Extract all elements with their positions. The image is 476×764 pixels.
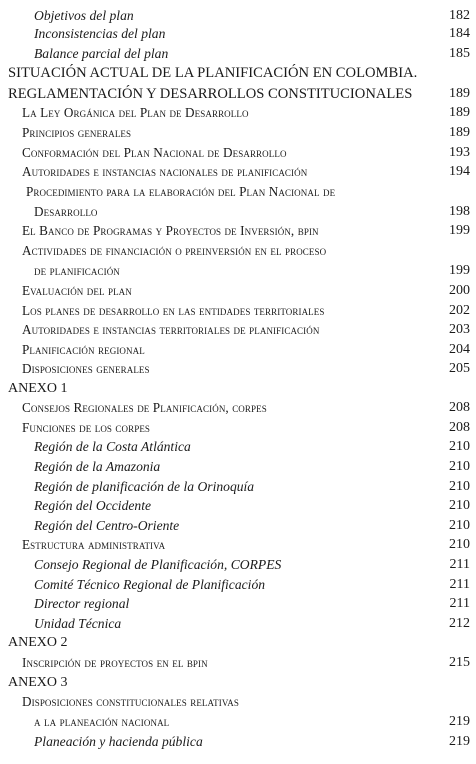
toc-entry-title: Planeación y hacienda pública bbox=[34, 734, 203, 749]
toc-entry bbox=[0, 496, 476, 516]
toc-entry bbox=[0, 6, 476, 26]
toc-entry bbox=[0, 359, 476, 379]
toc-entry bbox=[0, 555, 476, 575]
toc-entry-page: 193 bbox=[449, 145, 470, 160]
toc-entry-title: ANEXO 2 bbox=[8, 635, 68, 650]
toc-entry-title: Estructura administrativa bbox=[22, 537, 166, 552]
toc-entry-page: 219 bbox=[449, 714, 470, 729]
toc-entry-title: Conformación del Plan Nacional de Desarrollo bbox=[22, 145, 287, 160]
toc-entry bbox=[0, 241, 476, 261]
toc-entry-page: 211 bbox=[449, 596, 470, 611]
toc-entry-page: 204 bbox=[449, 342, 470, 357]
toc-entry bbox=[0, 457, 476, 477]
toc-entry-page: 208 bbox=[449, 420, 470, 435]
toc-entry-title: La Ley Orgánica del Plan de Desarrollo bbox=[22, 105, 249, 120]
toc-entry bbox=[0, 340, 476, 360]
toc-entry-page: 219 bbox=[449, 734, 470, 749]
toc-entry-title: Región del Centro-Oriente bbox=[34, 518, 180, 533]
toc-entry-title: Consejo Regional de Planificación, CORPES bbox=[34, 557, 282, 572]
toc-entry-page: 200 bbox=[449, 283, 470, 298]
toc-entry-title: Actividades de financiación o preinversión en el proceso bbox=[22, 243, 327, 258]
toc-entry-title: Consejos Regionales de Planificación, corpes bbox=[22, 400, 267, 415]
toc-entry bbox=[0, 614, 476, 634]
toc-entry-page: 189 bbox=[449, 86, 470, 101]
toc-entry-page: 199 bbox=[449, 223, 470, 238]
toc-entry bbox=[0, 398, 476, 418]
toc-entry-title: Director regional bbox=[34, 596, 130, 611]
toc-entry bbox=[0, 418, 476, 438]
toc-entry-page: 203 bbox=[449, 322, 470, 337]
toc-entry bbox=[0, 437, 476, 457]
toc-entry-page: 182 bbox=[449, 8, 470, 23]
toc-entry-title: El Banco de Programas y Proyectos de Inversión, bpin bbox=[22, 223, 319, 238]
toc-entry-title: Región de la Costa Atlántica bbox=[34, 439, 191, 454]
toc-entry bbox=[0, 261, 476, 281]
toc-entry bbox=[0, 692, 476, 712]
toc-entry-title: Funciones de los corpes bbox=[22, 420, 151, 435]
toc-entry-page: 210 bbox=[449, 439, 470, 454]
toc-entry-title: Disposiciones constitucionales relativas bbox=[22, 694, 239, 709]
toc-entry-page: 210 bbox=[449, 537, 470, 552]
toc-entry-title: Desarrollo bbox=[34, 204, 98, 219]
toc-entry bbox=[0, 281, 476, 301]
toc-entry-title: de planificación bbox=[34, 263, 120, 278]
toc-entry-page: 212 bbox=[449, 616, 470, 631]
toc-entry-page: 210 bbox=[449, 498, 470, 513]
toc-entry-page: 189 bbox=[449, 105, 470, 120]
toc-entry bbox=[0, 162, 476, 182]
toc-entry bbox=[0, 84, 476, 104]
toc-entry-title: Inconsistencias del plan bbox=[34, 26, 166, 41]
toc-entry bbox=[0, 143, 476, 163]
toc-entry bbox=[0, 732, 476, 752]
toc-entry-title: Los planes de desarrollo en las entidades territoriales bbox=[22, 303, 325, 318]
toc-entry-title: Autoridades e instancias territoriales de planificación bbox=[22, 322, 320, 337]
toc-entry-page: 210 bbox=[449, 459, 470, 474]
toc-entry bbox=[0, 535, 476, 555]
toc-entry bbox=[0, 202, 476, 222]
toc-entry-title: Planificación regional bbox=[22, 342, 145, 357]
toc-entry-title: Balance parcial del plan bbox=[34, 46, 169, 61]
toc-entry-title: ANEXO 1 bbox=[8, 381, 68, 396]
toc-entry-title: a la planeación nacional bbox=[34, 714, 170, 729]
toc-entry-title: Unidad Técnica bbox=[34, 616, 122, 631]
toc-entry-page: 199 bbox=[449, 263, 470, 278]
toc-entry-title: REGLAMENTACIÓN Y DESARROLLOS CONSTITUCIONALES bbox=[8, 86, 413, 102]
toc-entry bbox=[0, 301, 476, 321]
toc-entry-page: 211 bbox=[449, 557, 470, 572]
toc-entry bbox=[0, 63, 476, 83]
toc-entry-title: Principios generales bbox=[22, 125, 132, 140]
toc-entry-page: 202 bbox=[449, 303, 470, 318]
toc-entry bbox=[0, 673, 476, 693]
toc-entry-title: Autoridades e instancias nacionales de planificación bbox=[22, 164, 308, 179]
toc-entry-title: Inscripción de proyectos en el bpin bbox=[22, 655, 208, 670]
toc-entry-page: 215 bbox=[449, 655, 470, 670]
toc-entry-title: Región de planificación de la Orinoquía bbox=[34, 479, 255, 494]
toc-entry bbox=[0, 320, 476, 340]
toc-entry-title: Comité Técnico Regional de Planificación bbox=[34, 577, 266, 592]
toc-entry-page: 210 bbox=[449, 479, 470, 494]
toc-entry-title: Objetivos del plan bbox=[34, 8, 134, 23]
toc-entry bbox=[0, 103, 476, 123]
toc-entry bbox=[0, 712, 476, 732]
toc-entry bbox=[0, 24, 476, 44]
toc-entry-page: 205 bbox=[449, 361, 470, 376]
toc-entry bbox=[0, 575, 476, 595]
toc-entry bbox=[0, 44, 476, 64]
toc-entry bbox=[0, 516, 476, 536]
toc-entry-title: Procedimiento para la elaboración del Plan Nacional de bbox=[26, 184, 336, 199]
toc-entry-page: 184 bbox=[449, 26, 470, 41]
toc-entry-page: 210 bbox=[449, 518, 470, 533]
toc-entry-page: 211 bbox=[449, 577, 470, 592]
toc-entry bbox=[0, 379, 476, 399]
toc-entry bbox=[0, 653, 476, 673]
toc-entry-title: SITUACIÓN ACTUAL DE LA PLANIFICACIÓN EN COLOMBIA. bbox=[8, 65, 418, 81]
toc-entry-page: 189 bbox=[449, 125, 470, 140]
toc-entry-page: 198 bbox=[449, 204, 470, 219]
toc-entry-title: Región de la Amazonia bbox=[34, 459, 161, 474]
toc-entry-title: Disposiciones generales bbox=[22, 361, 150, 376]
toc-entry bbox=[0, 182, 476, 202]
toc-entry bbox=[0, 594, 476, 614]
toc-entry bbox=[0, 477, 476, 497]
toc-entry-page: 208 bbox=[449, 400, 470, 415]
toc-entry-page: 185 bbox=[449, 46, 470, 61]
toc-entry bbox=[0, 123, 476, 143]
toc-entry bbox=[0, 221, 476, 241]
toc-entry bbox=[0, 633, 476, 653]
toc-entry-title: Evaluación del plan bbox=[22, 283, 132, 298]
toc-entry-page: 194 bbox=[449, 164, 470, 179]
toc-entry-title: Región del Occidente bbox=[34, 498, 152, 513]
toc-entry-title: ANEXO 3 bbox=[8, 675, 68, 690]
